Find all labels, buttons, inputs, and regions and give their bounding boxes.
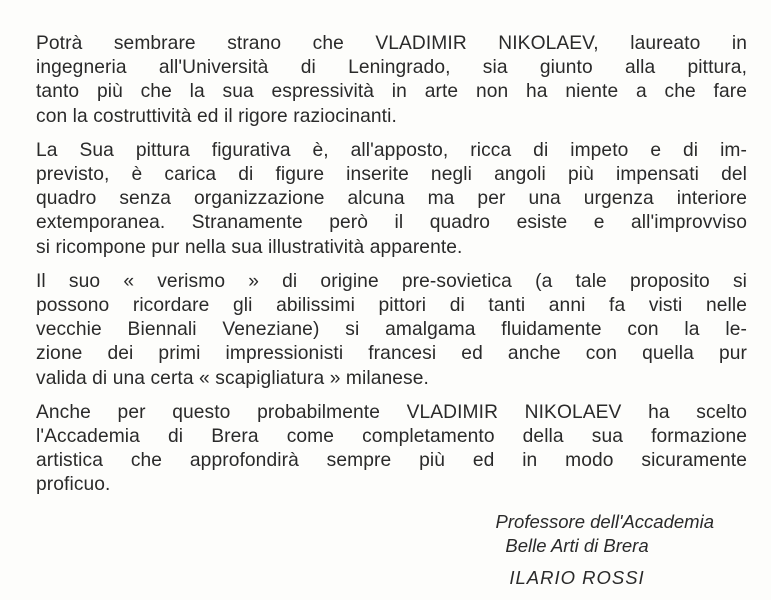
- text-line: quadro senza organizzazione alcuna ma per una urgenza interiore: [36, 188, 747, 210]
- text-line: Anche per questo probabilmente VLADIMIR NIKOLAEV ha scelto: [36, 401, 747, 423]
- text-line: Potrà sembrare strano che VLADIMIR NIKOLAEV, laureato in: [36, 33, 747, 54]
- text-line: Il suo « verismo » di origine pre-sovietica (a tale proposito si: [36, 270, 747, 292]
- text-line: La Sua pittura figurativa è, all'apposto, ricca di impeto e di im-: [36, 139, 747, 161]
- text-line: si ricompone pur nella sua illustratività apparente.: [36, 236, 463, 258]
- text-line: proficuo.: [36, 474, 111, 496]
- paragraph-1: [36, 32, 747, 129]
- paragraph-3: [36, 270, 747, 391]
- text-line: possono ricordare gli abilissimi pittori di tanti anni fa visti nelle: [36, 295, 747, 317]
- text-line: artistica che approfondirà sempre più ed in modo sicuramente: [36, 450, 747, 472]
- paragraph-2: [36, 139, 747, 260]
- text-line: ingegneria all'Università di Leningrado, sia giunto alla pittura,: [36, 57, 747, 79]
- text-line: vecchie Biennali Veneziane) si amalgama fluidamente con la le-: [36, 319, 747, 341]
- text-line: tanto più che la sua espressività in arte non ha niente a che fare: [36, 81, 747, 103]
- text-line: extemporanea. Stranamente però il quadro esiste e all'improvviso: [36, 212, 747, 234]
- text-line: l'Accademia di Brera come completamento della sua formazione: [36, 426, 747, 448]
- text-line: zione dei primi impressionisti francesi ed anche con quella pur: [36, 343, 747, 365]
- text-line: previsto, è carica di figure inserite negli angoli più impensati del: [36, 164, 747, 186]
- text-line: con la costruttività ed il rigore raziocinanti.: [36, 105, 397, 127]
- signature-title-line-2: Belle Arti di Brera: [505, 535, 649, 556]
- paragraph-4: [36, 401, 747, 498]
- signature-name: ILARIO ROSSI: [509, 567, 645, 588]
- letter-body: [36, 32, 747, 508]
- signature-title-line-1: Professore dell'Accademia: [495, 511, 714, 532]
- text-line: valida di una certa « scapigliatura » milanese.: [36, 367, 429, 389]
- signature-block: [380, 510, 714, 590]
